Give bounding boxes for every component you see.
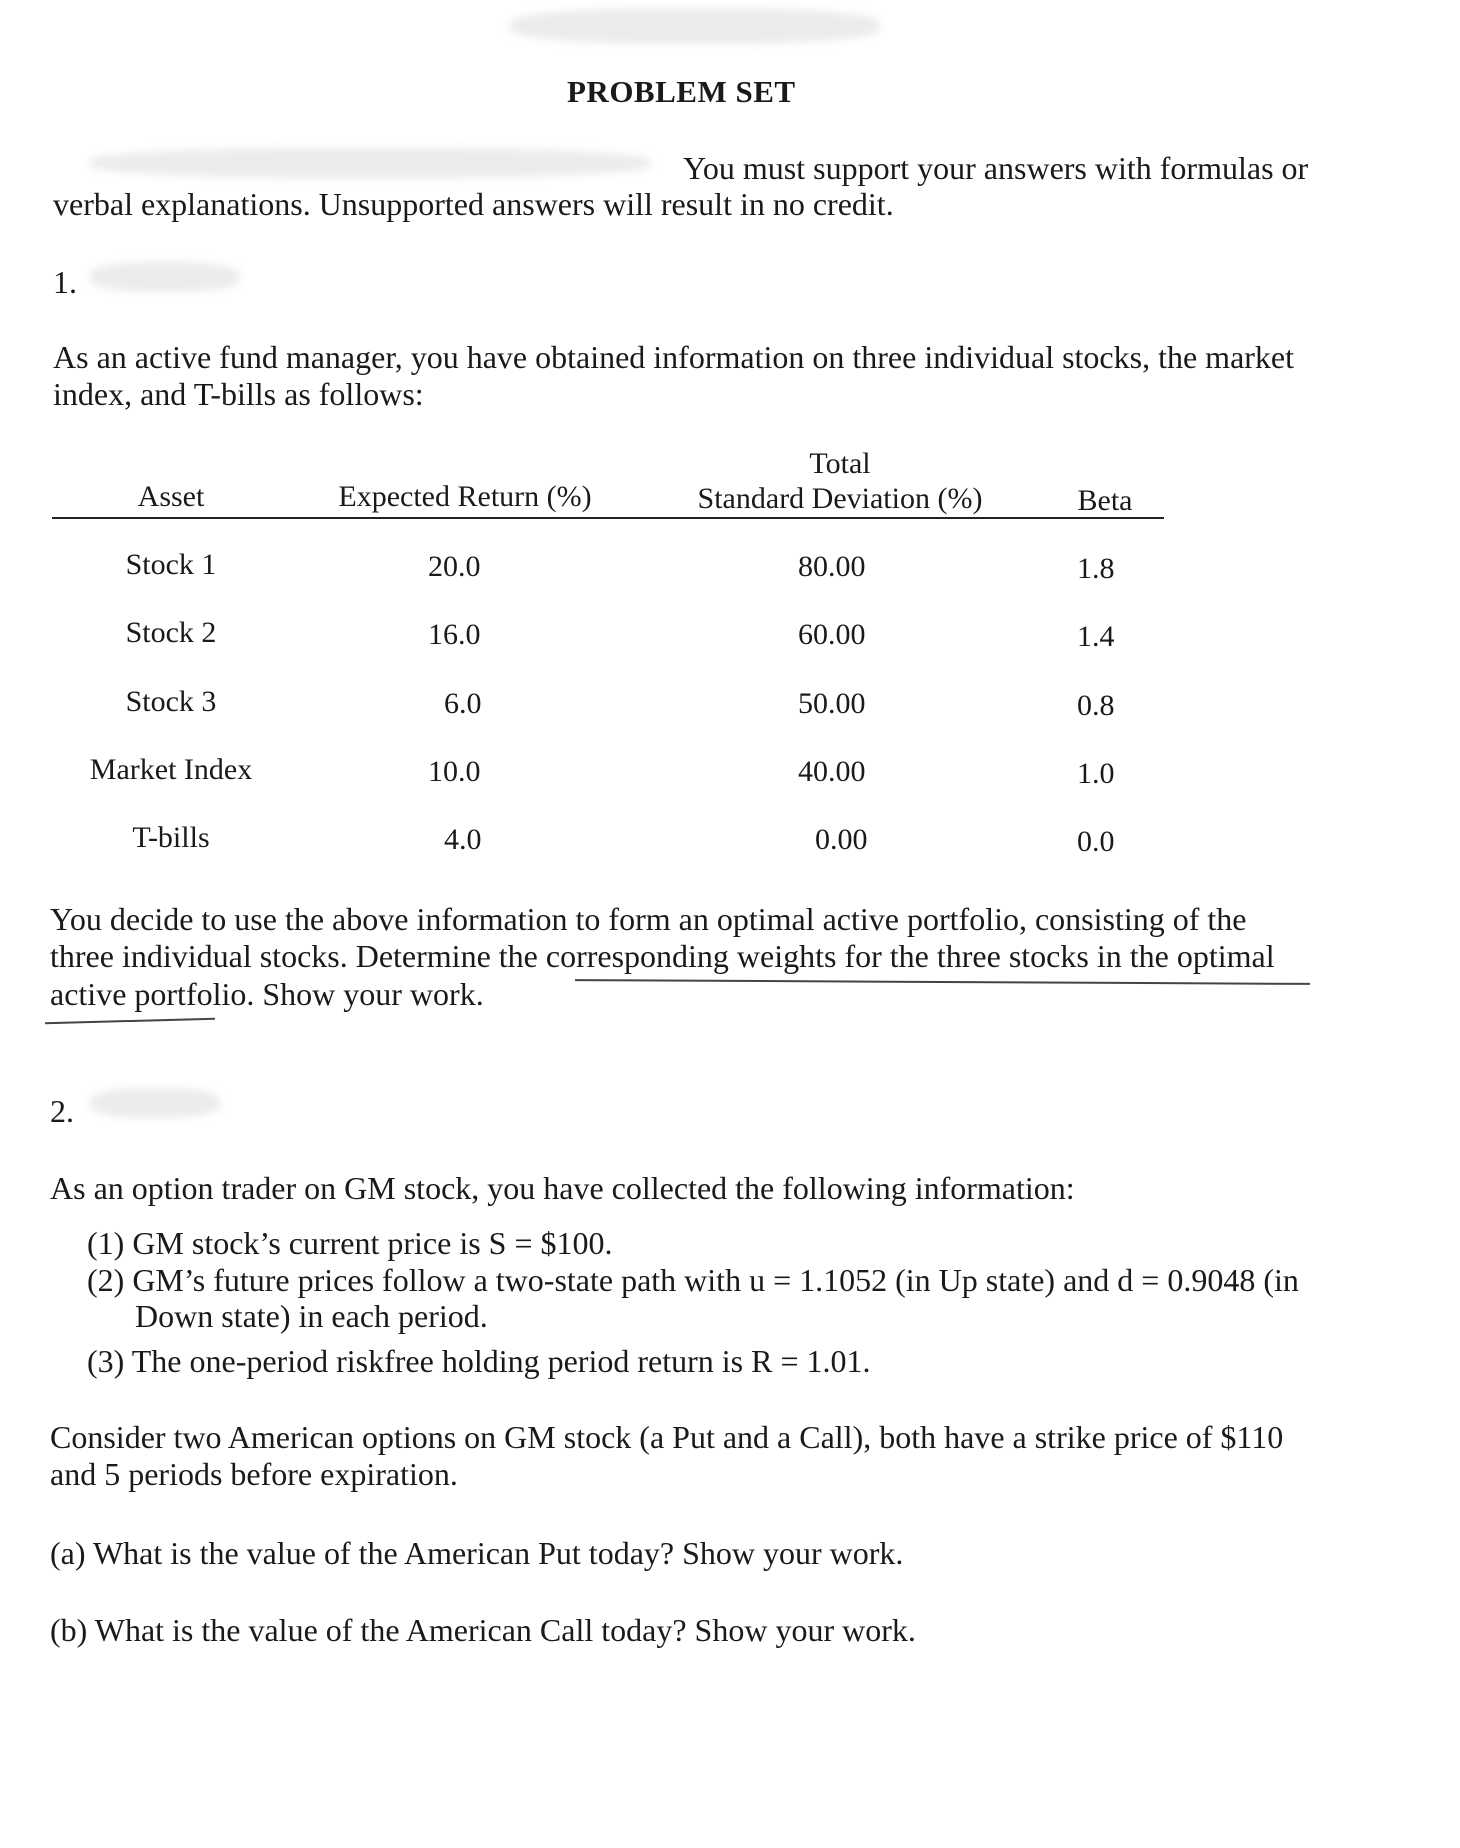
cell-beta: 0.0 [1077,825,1115,858]
question-2-consider-line-1: Consider two American options on GM stock (a Put and a Call), both have a strike price of $110 [50,1419,1284,1455]
cell-asset: Market Index [89,753,253,786]
cell-beta: 1.8 [1077,552,1115,585]
question-1-task-line-2: three individual stocks. Determine the corresponding weights for the three stocks in the optimal [50,938,1275,974]
question-2-item-2-line-2: Down state) in each period. [135,1298,488,1334]
erased-intro-smudge [90,148,650,178]
cell-asset: Stock 2 [125,616,217,649]
intro-line-2: verbal explanations. Unsupported answers will result in no credit. [53,186,894,222]
question-2-item-1: (1) GM stock’s current price is S = $100. [87,1225,613,1261]
question-2-part-a: (a) What is the value of the American Put today? Show your work. [50,1535,904,1571]
cell-standard-deviation: 80.00 [798,550,866,583]
cell-beta: 1.4 [1077,620,1115,653]
question-2-number: 2. [50,1093,74,1129]
header-total: Total [809,447,871,480]
cell-asset: Stock 3 [125,685,217,718]
cell-expected-return: 6.0 [444,687,482,720]
cell-beta: 1.0 [1077,757,1115,790]
cell-asset: Stock 1 [125,548,217,581]
cell-standard-deviation: 0.00 [815,823,868,856]
cell-standard-deviation: 60.00 [798,618,866,651]
cell-expected-return: 10.0 [428,755,481,788]
erased-q1-smudge [90,262,240,292]
question-2-intro: As an option trader on GM stock, you have collected the following information: [50,1170,1075,1206]
pen-underline [575,979,1310,984]
cell-expected-return: 16.0 [428,618,481,651]
header-expected-return: Expected Return (%) [338,480,592,513]
header-standard-deviation: Standard Deviation (%) [697,482,983,515]
intro-line-1: You must support your answers with formulas or [683,150,1309,186]
cell-expected-return: 4.0 [444,823,482,856]
question-2-item-3: (3) The one-period riskfree holding period return is R = 1.01. [87,1343,871,1379]
question-2-part-b: (b) What is the value of the American Call today? Show your work. [50,1612,916,1648]
question-1-text-line-1: As an active fund manager, you have obtained information on three individual stocks, the market [53,339,1295,375]
question-1-number: 1. [53,264,77,300]
question-2-consider-line-2: and 5 periods before expiration. [50,1456,458,1492]
header-beta: Beta [1077,484,1133,517]
table-header-rule [52,517,1164,519]
question-1-text-line-2: index, and T-bills as follows: [53,376,424,412]
question-2-item-2-line-1: (2) GM’s future prices follow a two-state path with u = 1.1052 (in Up state) and d = 0.9048 (in [87,1262,1299,1298]
header-asset: Asset [137,480,205,513]
cell-beta: 0.8 [1077,689,1115,722]
erased-q2-smudge [90,1088,220,1118]
page-title: PROBLEM SET [567,74,796,109]
cell-expected-return: 20.0 [428,550,481,583]
question-1-task-line-3: active portfolio. Show your work. [50,976,484,1012]
cell-asset: T-bills [132,821,210,854]
cell-standard-deviation: 40.00 [798,755,866,788]
question-1-task-line-1: You decide to use the above information to form an optimal active portfolio, consisting of the [50,901,1247,937]
erased-header-smudge [510,8,880,44]
cell-standard-deviation: 50.00 [798,687,866,720]
pen-underline [45,1018,215,1024]
